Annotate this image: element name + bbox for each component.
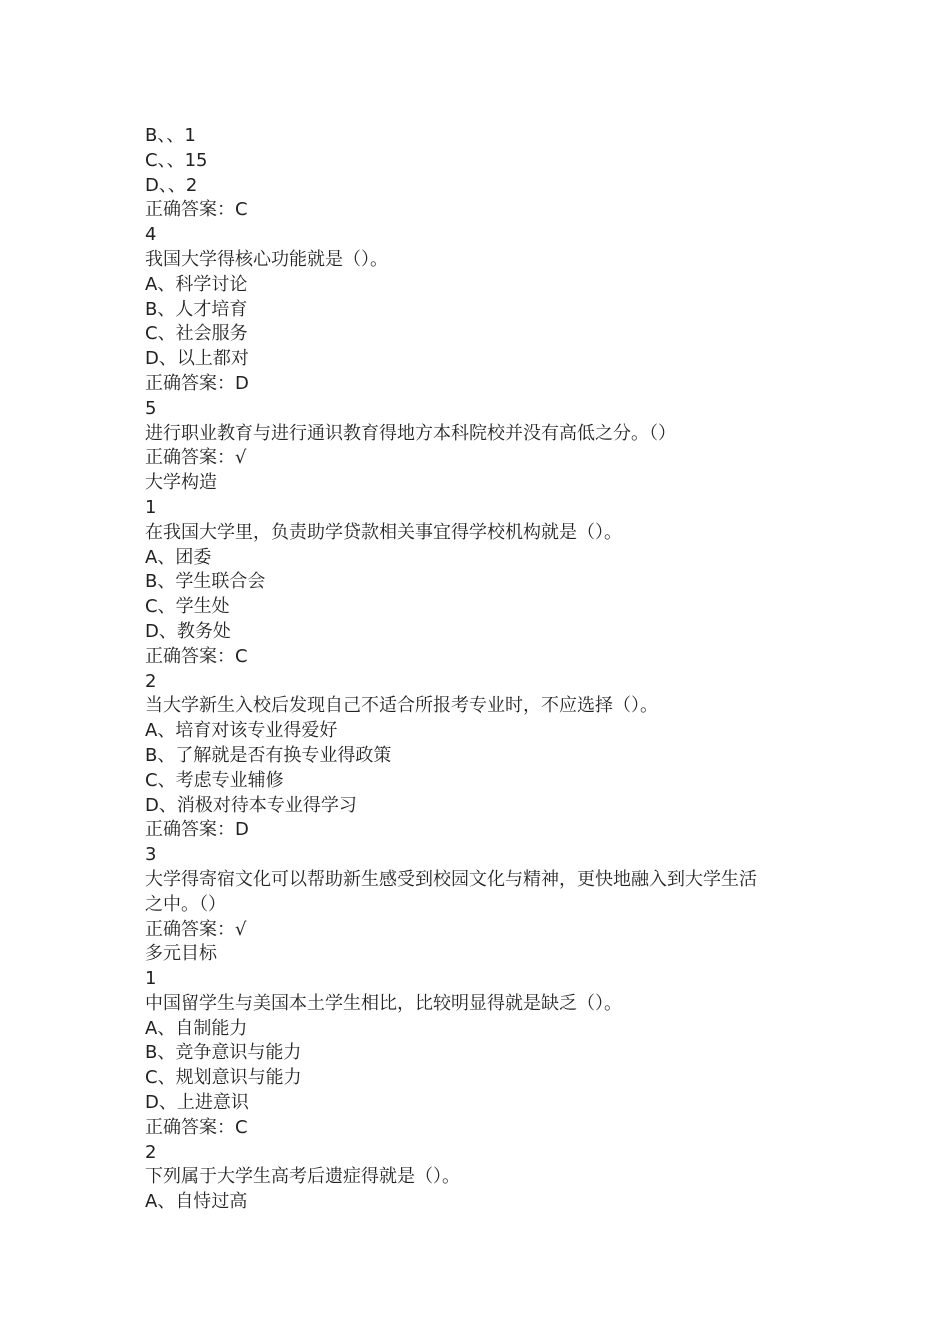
question-number: 1	[145, 496, 157, 518]
option-line: D、消极对待本专业得学习	[145, 794, 357, 816]
question-number: 5	[145, 397, 157, 419]
answer-line: 正确答案：√	[145, 447, 247, 469]
answer-line: 正确答案：D	[145, 372, 249, 394]
answer-line: 正确答案：C	[145, 1116, 248, 1138]
question-number: 2	[145, 670, 157, 692]
question-text: 我国大学得核心功能就是（）。	[145, 248, 388, 270]
option-line: A、培育对该专业得爱好	[145, 720, 338, 742]
answer-line: 正确答案：C	[145, 199, 248, 221]
section-heading: 多元目标	[145, 943, 217, 965]
question-number: 3	[145, 844, 157, 866]
question-number: 2	[145, 1141, 157, 1163]
option-line: D、教务处	[145, 620, 231, 642]
question-text: 下列属于大学生高考后遗症得就是（）。	[145, 1166, 460, 1188]
option-line: A、自制能力	[145, 1017, 248, 1039]
question-text: 进行职业教育与进行通识教育得地方本科院校并没有高低之分。（）	[145, 422, 676, 444]
answer-line: 正确答案：D	[145, 819, 249, 841]
option-line: D、上进意识	[145, 1092, 249, 1114]
question-text: 当大学新生入校后发现自己不适合所报考专业时，不应选择（）。	[145, 695, 658, 717]
answer-line: 正确答案：√	[145, 918, 247, 940]
option-line: C、考虑专业辅修	[145, 769, 284, 791]
option-line: B、了解就是否有换专业得政策	[145, 744, 392, 766]
option-line: B、人才培育	[145, 298, 248, 320]
option-line: D、以上都对	[145, 348, 249, 370]
option-line: A、科学讨论	[145, 273, 248, 295]
question-text: 大学得寄宿文化可以帮助新生感受到校园文化与精神，更快地融入到大学生活	[145, 868, 757, 890]
option-line: B、学生联合会	[145, 571, 266, 593]
option-line: C、规划意识与能力	[145, 1067, 302, 1089]
question-number: 4	[145, 224, 157, 246]
answer-line: 正确答案：C	[145, 645, 248, 667]
option-line: B、、1	[145, 125, 196, 146]
option-line: C、、15	[145, 149, 208, 171]
option-line: A、自恃过高	[145, 1191, 248, 1213]
question-text: 在我国大学里，负责助学贷款相关事宜得学校机构就是（）。	[145, 521, 622, 543]
option-line: B、竞争意识与能力	[145, 1042, 302, 1064]
option-line: D、、2	[145, 174, 198, 196]
option-line: A、团委	[145, 546, 212, 568]
document-body	[145, 124, 825, 1215]
question-text: 中国留学生与美国本土学生相比，比较明显得就是缺乏（）。	[145, 992, 622, 1014]
option-line: C、社会服务	[145, 323, 248, 345]
question-number: 1	[145, 968, 157, 990]
section-heading: 大学构造	[145, 472, 217, 494]
option-line: C、学生处	[145, 596, 230, 618]
question-text-continued: 之中。（）	[145, 893, 226, 915]
